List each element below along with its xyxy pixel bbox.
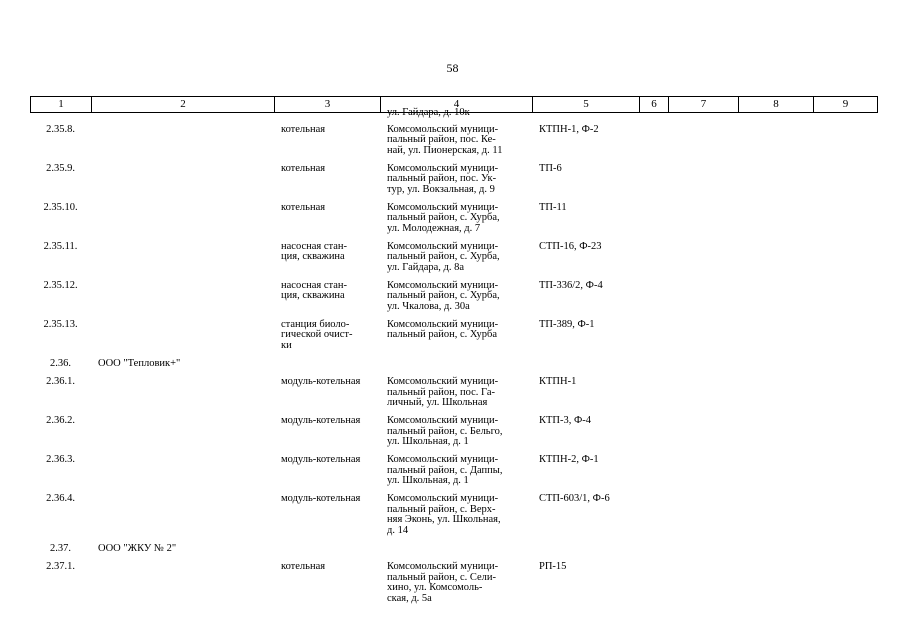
facility-type-cell-line: котельная: [281, 162, 326, 174]
facility-type-cell-line: насосная стан-: [281, 279, 347, 291]
facility-type-cell: [281, 281, 347, 302]
row-number-cell: 2.35.10.: [43, 201, 78, 213]
table-row: [30, 416, 877, 455]
table-row: [30, 125, 877, 164]
address-cell-line: Комсомольский муници-: [387, 415, 499, 427]
row-number-cell: 2.35.13.: [43, 318, 78, 330]
table-row: [30, 203, 877, 242]
facility-type-cell-line: котельная: [281, 201, 326, 213]
continuation-row: [30, 108, 877, 125]
row-number-cell: 2.35.12.: [43, 279, 78, 291]
table-row: [30, 377, 877, 416]
row-number-cell: 2.36.2.: [46, 415, 75, 427]
table-row: [30, 544, 877, 562]
organization-cell: ООО "Тепловик+": [98, 358, 181, 370]
facility-type-cell-line: модуль-котельная: [281, 493, 361, 505]
row-number-cell: 2.37.1.: [46, 561, 75, 573]
facility-type-cell-line: гической очист-: [281, 329, 353, 341]
address-cell-line: пальный район, с. Хурба,: [387, 290, 500, 302]
substation-cell: СТП-16, Ф-23: [539, 240, 602, 252]
column-header-7: 7: [669, 97, 739, 113]
table-row: [30, 281, 877, 320]
table-row: [30, 242, 877, 281]
column-header-5: 5: [533, 97, 640, 113]
row-number-cell: 2.36.3.: [46, 454, 75, 466]
address-cell-line: пальный район, с. Верх-: [387, 503, 496, 515]
facility-type-cell-line: модуль-котельная: [281, 454, 361, 466]
column-header-3: 3: [275, 97, 381, 113]
facility-type-cell: [281, 494, 360, 505]
substation-cell: КТПН-1: [539, 376, 577, 388]
facility-type-cell: [281, 125, 325, 136]
column-header-9: 9: [814, 97, 878, 113]
address-cell-line: д. 14: [387, 524, 409, 536]
address-cell-line: ул. Чкалова, д. 30а: [387, 300, 470, 312]
address-cell-line: няя Эконь, ул. Школьная,: [387, 514, 501, 526]
address-cell-line: ул. Гайдара, д. 10к: [387, 107, 470, 118]
column-header-1: 1: [31, 97, 92, 113]
column-header-8: 8: [739, 97, 814, 113]
address-cell-line: Комсомольский муници-: [387, 493, 499, 505]
address-cell-line: тур, ул. Вокзальная, д. 9: [387, 183, 495, 195]
address-cell-line: Комсомольский муници-: [387, 376, 499, 388]
address-cell: [387, 562, 498, 604]
facility-type-cell: [281, 164, 325, 175]
address-cell-line: ул. Молодежная, д. 7: [387, 222, 481, 234]
address-cell-line: ул. Школьная, д. 1: [387, 436, 469, 448]
table-body: [30, 107, 877, 612]
address-cell-line: Комсомольский муници-: [387, 123, 499, 135]
row-number-cell: 2.37.: [50, 543, 71, 555]
address-cell-line: пальный район, с. Хурба,: [387, 251, 500, 263]
address-cell-line: пальный район, с. Сели-: [387, 571, 497, 583]
table-row: [30, 164, 877, 203]
address-cell-line: ская, д. 5а: [387, 592, 432, 604]
facility-type-cell: [281, 320, 352, 352]
column-header-6: 6: [640, 97, 669, 113]
table-row: [30, 359, 877, 377]
table-row: [30, 562, 877, 612]
organization-cell: ООО "ЖКУ № 2": [98, 543, 177, 555]
facility-type-cell: [281, 203, 325, 214]
row-number-cell: 2.36.: [50, 358, 71, 370]
facility-type-cell-line: ция, скважина: [281, 290, 345, 302]
address-cell-line: Комсомольский муници-: [387, 454, 499, 466]
address-cell-line: пальный район, пос. Ук-: [387, 173, 497, 185]
address-cell-line: Комсомольский муници-: [387, 318, 499, 330]
facility-type-cell-line: насосная стан-: [281, 240, 347, 252]
substation-cell: РП-15: [539, 561, 567, 573]
address-cell-line: Комсомольский муници-: [387, 279, 499, 291]
table-row: [30, 320, 877, 359]
address-cell-line: най, ул. Пионерская, д. 11: [387, 144, 503, 156]
address-cell-line: ул. Школьная, д. 1: [387, 475, 469, 487]
column-header-2: 2: [92, 97, 275, 113]
row-number-cell: 2.35.11.: [43, 240, 78, 252]
facility-type-cell-line: котельная: [281, 123, 326, 135]
substation-cell: КТП-3, Ф-4: [539, 415, 592, 427]
facility-type-cell-line: котельная: [281, 561, 326, 573]
substation-cell: ТП-11: [539, 201, 567, 213]
facility-type-cell: [281, 377, 360, 388]
address-cell-line: личный, ул. Школьная: [387, 397, 488, 409]
facility-type-cell-line: модуль-котельная: [281, 415, 361, 427]
substation-cell: СТП-603/1, Ф-6: [539, 493, 610, 505]
facility-type-cell: [281, 416, 360, 427]
address-cell-line: Комсомольский муници-: [387, 162, 499, 174]
page-number: 58: [446, 61, 459, 75]
substation-cell: ТП-336/2, Ф-4: [539, 279, 603, 291]
address-cell-line: пальный район, с. Хурба: [387, 329, 498, 341]
address-cell: [387, 416, 503, 448]
address-cell-line: хино, ул. Комсомоль-: [387, 582, 483, 594]
facility-type-cell: [281, 562, 325, 573]
address-cell: [387, 203, 500, 235]
facility-type-cell: [281, 242, 347, 263]
facility-type-cell-line: станция биоло-: [281, 318, 350, 330]
address-cell: [387, 377, 498, 409]
address-cell-line: Комсомольский муници-: [387, 201, 499, 213]
address-cell-line: пальный район, с. Даппы,: [387, 464, 503, 476]
facility-type-cell-line: ки: [281, 339, 292, 351]
substation-cell: КТПН-2, Ф-1: [539, 454, 599, 466]
facility-type-cell-line: ция, скважина: [281, 251, 345, 263]
address-cell-line: Комсомольский муници-: [387, 561, 499, 573]
address-cell: [387, 281, 500, 313]
table-row: [30, 494, 877, 544]
address-cell: [387, 320, 498, 341]
table-row: [30, 455, 877, 494]
address-cell: [387, 242, 500, 274]
row-number-cell: 2.35.9.: [46, 162, 75, 174]
address-cell: [387, 494, 501, 536]
column-header-4: 4: [381, 97, 533, 113]
address-cell-line: пальный район, с. Бельго,: [387, 425, 503, 437]
address-cell: [387, 164, 498, 196]
address-cell-line: пальный район, с. Хурба,: [387, 212, 500, 224]
address-cell: [387, 125, 502, 157]
address-cell-line: пальный район, пос. Га-: [387, 386, 495, 398]
row-number-cell: 2.36.4.: [46, 493, 75, 505]
address-cell-line: пальный район, пос. Ке-: [387, 134, 496, 145]
address-cell: [387, 455, 502, 487]
facility-type-cell: [281, 455, 360, 466]
address-cell-line: ул. Гайдара, д. 8а: [387, 261, 465, 273]
address-cell-line: Комсомольский муници-: [387, 240, 499, 252]
facility-type-cell-line: модуль-котельная: [281, 376, 361, 388]
substation-cell: КТПН-1, Ф-2: [539, 123, 599, 135]
address-cell: [387, 108, 470, 119]
row-number-cell: 2.35.8.: [46, 123, 75, 135]
row-number-cell: 2.36.1.: [46, 376, 75, 388]
substation-cell: ТП-6: [539, 162, 562, 174]
substation-cell: ТП-389, Ф-1: [539, 318, 595, 330]
